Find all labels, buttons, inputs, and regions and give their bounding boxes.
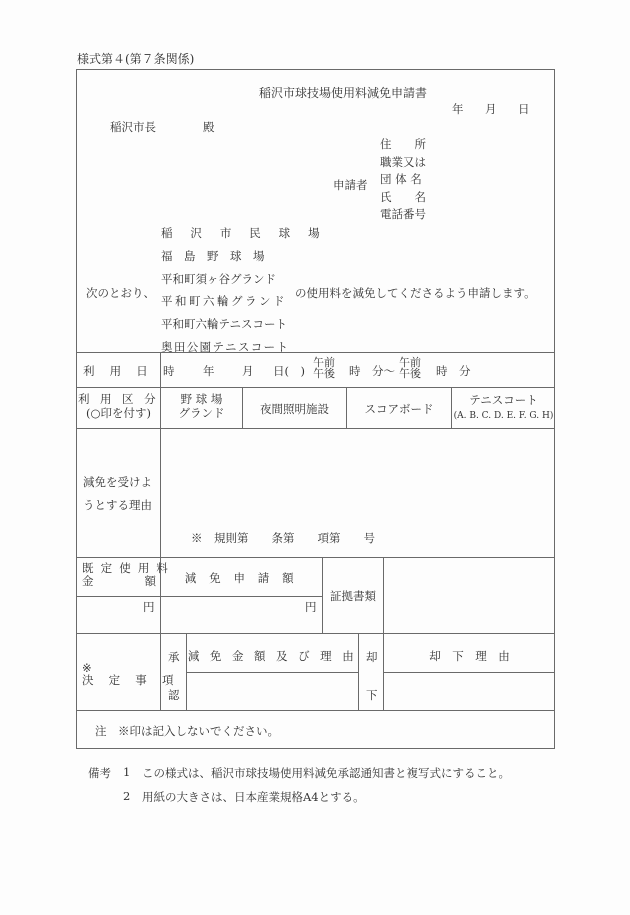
divider [76, 387, 555, 388]
start-minute[interactable]: 分〜 [372, 364, 395, 378]
end-hour[interactable]: 時 [436, 364, 448, 378]
divider [76, 352, 555, 353]
divider [76, 633, 555, 634]
facility-sugaya-ground[interactable]: 平和町須ヶ谷グランド [161, 271, 276, 286]
reason-label [83, 471, 152, 517]
approve-bottom: 認 [168, 688, 180, 702]
standard-fee-label-gaku: 額 [144, 574, 156, 588]
standard-fee-label-kin: 金 [82, 574, 94, 588]
standard-fee-label-line1: 既 定 使 用 料 [82, 561, 170, 575]
reject-top: 却 [366, 650, 378, 664]
start-am-option[interactable]: 午前 [313, 356, 335, 369]
usage-category-label-line2: (○印を付す) [85, 406, 151, 420]
date-day[interactable]: 日 [518, 102, 530, 116]
standard-fee-yen: 円 [143, 600, 155, 614]
decision-label-text: 決 定 事 項 [82, 673, 180, 687]
field-phone[interactable]: 電話番号 [380, 207, 426, 221]
usage-category-label [77, 392, 160, 420]
remark-2-num: 2 [123, 789, 131, 803]
reduction-amount-label: 減 免 申 請 額 [184, 571, 299, 585]
reason-label-line2: うとする理由 [83, 498, 152, 512]
facility-fukushima-field[interactable]: 福 島 野 球 場 [161, 248, 265, 263]
form-number: 様式第４(第７条関係) [77, 52, 195, 66]
category-option-label: グランド [178, 406, 225, 420]
divider [358, 633, 359, 710]
field-organization[interactable]: 団 体 名 [380, 172, 422, 186]
start-pm-option[interactable]: 午後 [313, 367, 335, 380]
standard-fee-label [82, 561, 170, 588]
applicant-label: 申請者 [333, 178, 368, 192]
category-night-lighting[interactable]: 夜間照明施設 [260, 402, 329, 416]
category-option-label: 野 球 場 [180, 392, 223, 406]
category-option-label: テニスコート [469, 393, 538, 407]
addressee-honorific: 殿 [203, 120, 215, 134]
usage-month[interactable]: 月 [242, 364, 254, 378]
end-minute[interactable]: 分 [459, 364, 471, 378]
reduction-amount-yen: 円 [305, 600, 317, 614]
usage-category-label-line1: 利 用 区 分 [77, 392, 160, 406]
remark-1-num: 1 [123, 765, 131, 779]
evidence-label: 証拠書類 [330, 589, 376, 603]
tennis-court-letters: (A. B. C. D. E. F. G. H) [453, 411, 554, 421]
facility-inazawa-stadium[interactable]: 稲 沢 市 民 球 場 [161, 226, 327, 240]
category-tennis-court[interactable] [452, 392, 555, 424]
field-occupation[interactable]: 職業又は [380, 154, 426, 169]
divider [76, 596, 322, 597]
category-scoreboard[interactable]: スコアボード [364, 402, 434, 416]
end-ampm[interactable] [399, 357, 421, 379]
approve-input[interactable] [187, 673, 358, 709]
start-hour[interactable]: 時 [349, 364, 361, 378]
remark-1-text: この様式は、稲沢市球技場使用料減免承認通知書と複写式にすること。 [142, 766, 510, 780]
usage-datetime-label: 利 用 日 時 [83, 364, 181, 378]
reject-bottom: 下 [366, 688, 378, 702]
start-ampm[interactable] [313, 357, 335, 379]
note: 注 ※印は記入しないでください。 [95, 724, 279, 738]
facility-rokuwa-tennis[interactable]: 平和町六輪テニスコート [161, 317, 288, 332]
field-name[interactable]: 氏 名 [380, 189, 426, 204]
category-baseball-ground[interactable] [161, 392, 242, 420]
reason-label-line1: 減免を受けよ [83, 475, 152, 489]
end-pm-option[interactable]: 午後 [399, 367, 421, 380]
approve-header: 減 免 金 額 及 び 理 由 [187, 649, 358, 663]
request-suffix: の使用料を減免してくださるよう申請します。 [295, 286, 536, 300]
remark-2-text: 用紙の大きさは、日本産業規格A4とする。 [142, 790, 365, 804]
approve-top: 承 [168, 650, 180, 664]
field-address[interactable]: 住 所 [380, 137, 426, 151]
usage-day[interactable]: 日( ) [273, 364, 305, 378]
reject-header: 却 下 理 由 [429, 649, 510, 663]
decision-label [82, 662, 179, 686]
request-prefix: 次のとおり、 [86, 286, 155, 300]
applicant-fields [380, 136, 426, 224]
rule-reference: ※ 規則第 条第 項第 号 [191, 531, 375, 545]
decision-mark: ※ [82, 661, 92, 675]
facility-rokuwa-ground[interactable]: 平 和 町 六 輪 グ ラ ン ド [161, 294, 284, 309]
remarks-label: 備考 [88, 766, 111, 780]
form-title: 稲沢市球技場使用料減免申請書 [259, 86, 428, 100]
facility-okuda-tennis[interactable]: 奥田公園テニスコート [161, 339, 290, 354]
reject-input[interactable] [384, 673, 554, 709]
date-month[interactable]: 月 [485, 102, 497, 116]
date-year[interactable]: 年 [452, 102, 464, 116]
usage-year[interactable]: 年 [203, 364, 215, 378]
reason-input[interactable] [161, 429, 554, 525]
reduction-amount-input[interactable] [190, 610, 300, 632]
evidence-input[interactable] [384, 558, 554, 632]
addressee-name: 稲沢市長 [110, 120, 156, 134]
end-am-option[interactable]: 午前 [399, 356, 421, 369]
divider [76, 710, 555, 711]
